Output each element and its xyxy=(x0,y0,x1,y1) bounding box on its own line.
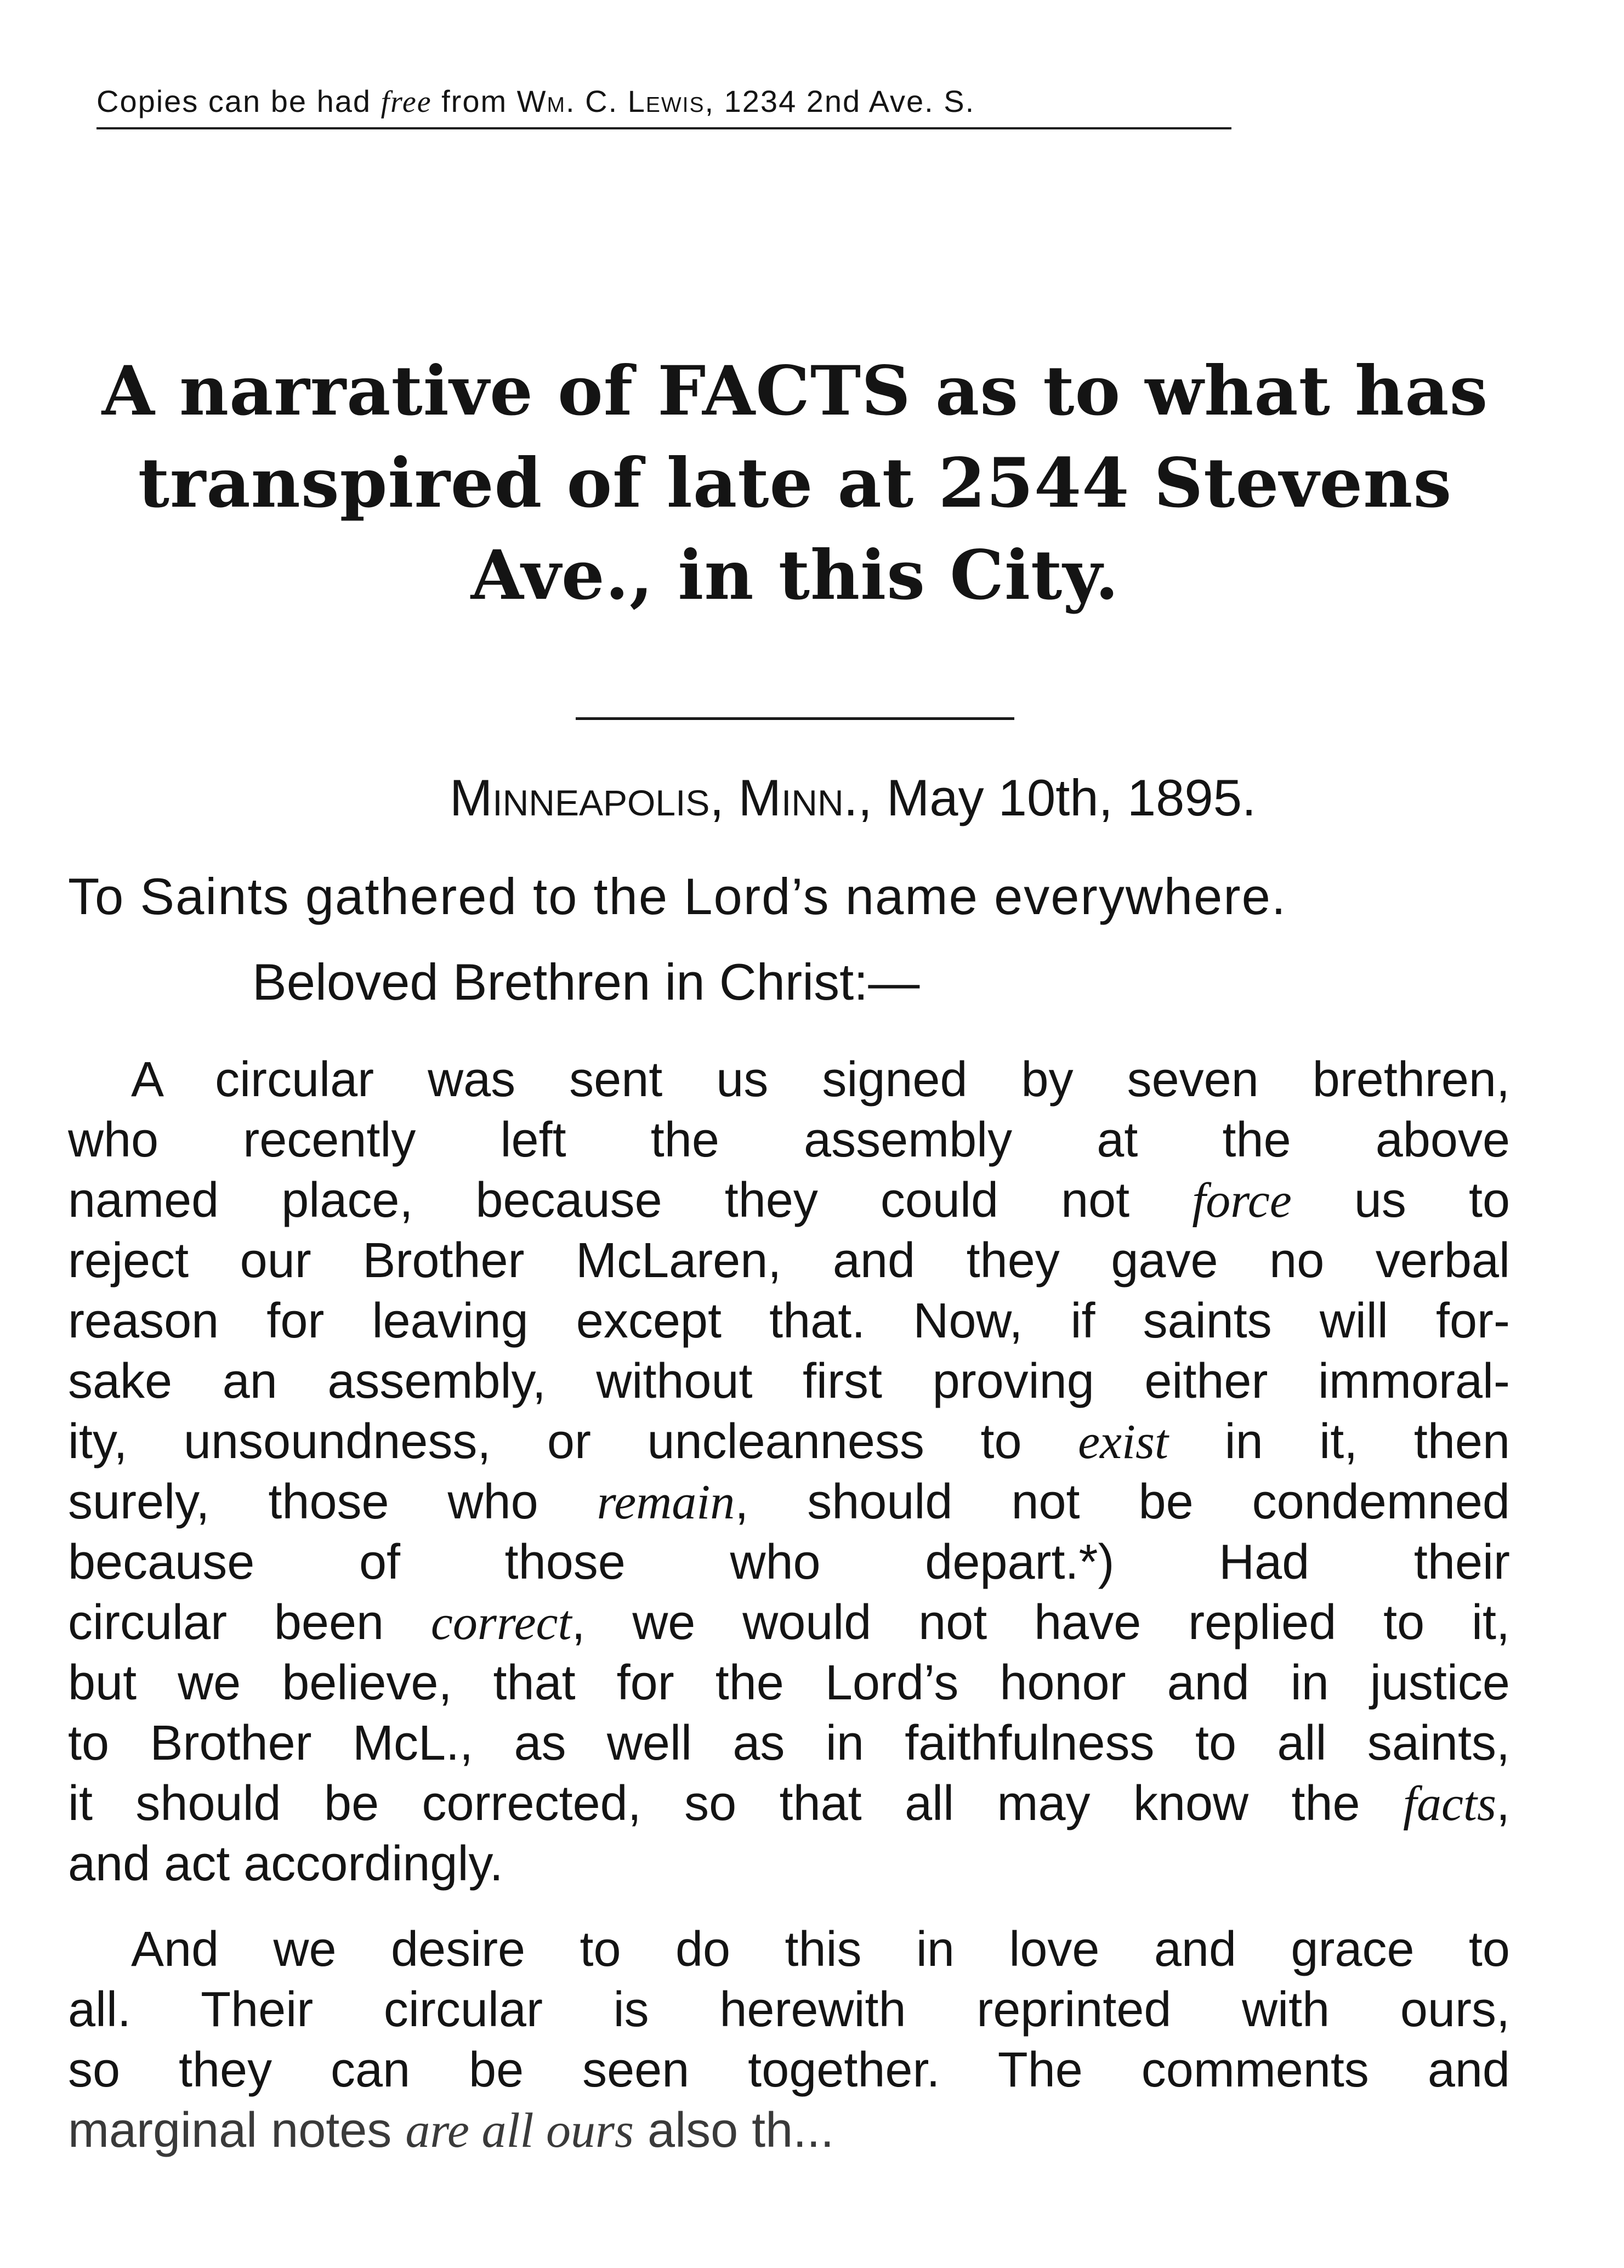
p2-line-3: so they can be seen together. The comments and xyxy=(68,2043,1510,2097)
header-rule xyxy=(96,127,1231,129)
paragraph-1 xyxy=(68,1050,1510,1894)
p1-line-10: circular been correct, we would not have replied to it, xyxy=(68,1595,1510,1650)
p1-line-2: who recently left the assembly at the above xyxy=(68,1113,1510,1167)
p1-line-12: to Brother McL., as well as in faithfulness to all saints, xyxy=(68,1716,1510,1771)
p1-line-4: reject our Brother McLaren, and they gave no verbal xyxy=(68,1233,1510,1288)
title-line-1: A narrative of FACTS as to what has xyxy=(101,351,1489,431)
p1-line-3: named place, because they could not force us to xyxy=(68,1173,1510,1228)
emphasis-exist: exist xyxy=(1078,1415,1169,1469)
document-title xyxy=(55,345,1535,622)
title-line-2: transpired of late at 2544 Stevens xyxy=(138,444,1452,523)
emphasis-force: force xyxy=(1192,1173,1292,1228)
salutation: Beloved Brethren in Christ:— xyxy=(252,953,920,1011)
p1-line-1: A circular was sent us signed by seven brethren, xyxy=(131,1052,1510,1107)
dateline-date: , May 10th, 1895. xyxy=(858,769,1257,826)
paragraph-2 xyxy=(68,1919,1510,2161)
address-line: To Saints gathered to the Lord’s name everywhere. xyxy=(68,867,1287,925)
header-address: , 1234 2nd Ave. S. xyxy=(705,84,975,118)
header-middle: from xyxy=(431,84,517,118)
p2-line-4: marginal notes are all ours also th... xyxy=(68,2103,834,2158)
header-name: Wm. C. Lewis xyxy=(516,84,705,118)
dateline-place: Minneapolis, Minn. xyxy=(450,769,858,826)
p1-line-7: ity, unsoundness, or uncleanness to exist in it, then xyxy=(68,1414,1510,1469)
emphasis-facts: facts xyxy=(1403,1777,1496,1831)
dateline xyxy=(450,768,1256,828)
emphasis-are-all-ours: are all ours xyxy=(405,2103,634,2158)
emphasis-correct: correct xyxy=(430,1596,572,1650)
p1-line-11: but we believe, that for the Lord’s honor and in justice xyxy=(68,1655,1510,1710)
p1-line-6: sake an assembly, without first proving either immoral- xyxy=(68,1354,1510,1409)
header-prefix: Copies can be had xyxy=(96,84,381,118)
title-rule xyxy=(576,717,1014,720)
p2-line-1: And we desire to do this in love and grace to xyxy=(131,1922,1510,1977)
title-line-3: Ave., in this City. xyxy=(470,536,1120,615)
p2-line-2: all. Their circular is herewith reprinted with ours, xyxy=(68,1982,1510,2037)
p1-line-14: and act accordingly. xyxy=(68,1836,503,1891)
p1-line-8: surely, those who remain, should not be condemned xyxy=(68,1475,1510,1529)
header-notice xyxy=(96,82,975,121)
emphasis-remain: remain xyxy=(597,1475,735,1529)
p1-line-5: reason for leaving except that. Now, if saints will for- xyxy=(68,1294,1510,1348)
p1-line-9: because of those who depart.*) Had their xyxy=(68,1535,1510,1590)
header-free: free xyxy=(381,85,432,119)
p1-line-13: it should be corrected, so that all may know the facts, xyxy=(68,1776,1510,1831)
